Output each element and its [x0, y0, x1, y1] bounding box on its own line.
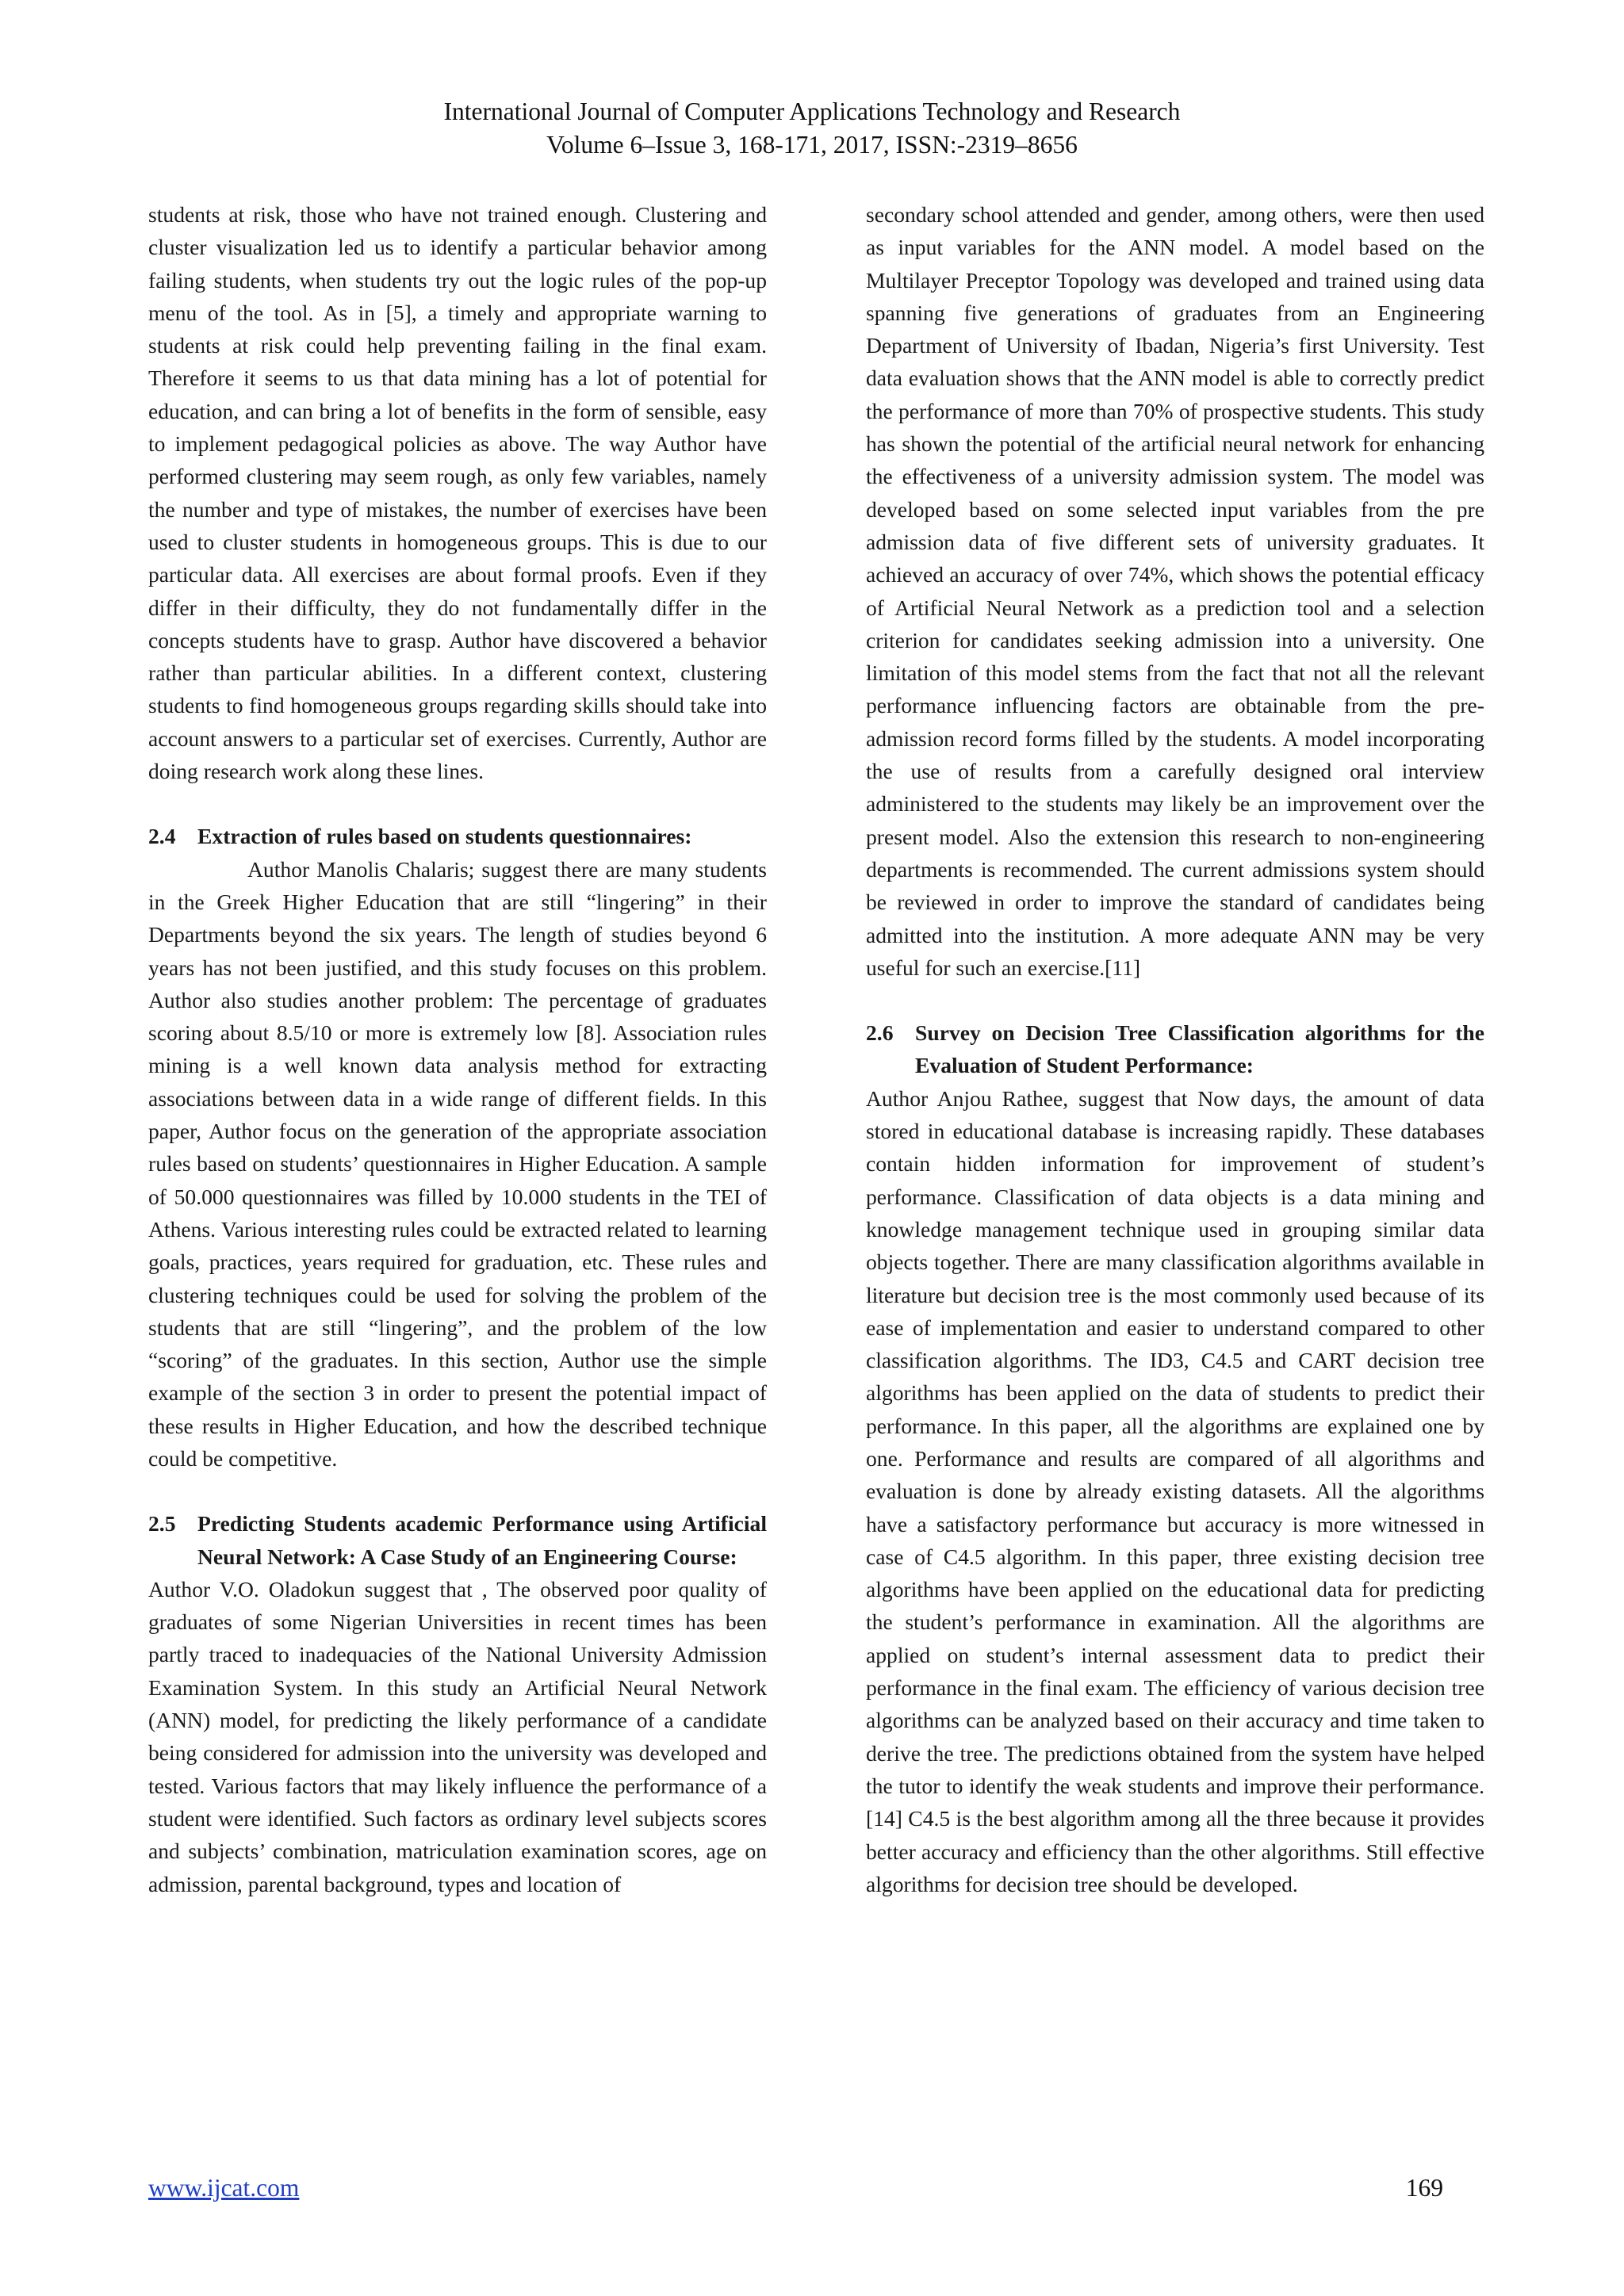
- section-2-6-body: Author Anjou Rathee, suggest that Now days, the amount of data stored in educational database is increasing rapidly. These databases contain hidden information for improvement of student’s performance. Classification of data objects is a data mining and knowledge management technique used in grouping similar data objects together. There are many classification algorithms available in literature but decision tree is the most commonly used because of its ease of implementation and easier to understand compared to other classification algorithms. The ID3, C4.5 and CART decision tree algorithms has been applied on the data of students to predict their performance. In this paper, all the algorithms are explained one by one. Performance and results are compared of all algorithms and evaluation is done by already existing datasets. All the algorithms have a satisfactory performance but accuracy is more witnessed in case of C4.5 algorithm. In this paper, three existing decision tree algorithms have been applied on the educational data for predicting the student’s performance in examination. All the algorithms are applied on student’s internal assessment data to predict their performance in the final exam. The efficiency of various decision tree algorithms can be analyzed based on their accuracy and time taken to derive the tree. The predictions obtained from the system have helped the tutor to identify the weak students and improve their performance. [14] C4.5 is the best algorithm among all the three because it provides better accuracy and efficiency than the other algorithms. Still effective algorithms for decision tree should be developed.: [866, 1085, 1484, 1896]
- page-header: [0, 95, 1624, 162]
- left-column: [148, 198, 767, 1900]
- section-2-5-continued: secondary school attended and gender, among others, were then used as input variables for the ANN model. A model based on the Multilayer Preceptor Topology was developed and trained using data spanning five generations of graduates from an Engineering Department of University of Ibadan, Nigeria’s first University. Test data evaluation shows that the ANN model is able to correctly predict the performance of more than 70% of prospective students. This study has shown the potential of the artificial neural network for enhancing the effectiveness of a university admission system. The model was developed based on some selected input variables from the pre admission data of five different sets of university graduates. It achieved an accuracy of over 74%, which shows the potential efficacy of Artificial Neural Network as a prediction tool and a selection criterion for candidates seeking admission into a university. One limitation of this model stems from the fact that not all the relevant performance influencing factors are obtainable from the pre-admission record forms filled by the students. A model incorporating the use of results from a carefully designed oral interview administered to the students may likely be an improvement over the present model. Also the extension this research to non-engineering departments is recommended. The current admissions system should be reviewed in order to improve the standard of candidates being admitted into the institution. A more adequate ANN may be very useful for such an exercise.[11]: [866, 202, 1484, 980]
- section-number: 2.5: [148, 1511, 176, 1536]
- journal-title: International Journal of Computer Applications Technology and Research: [443, 98, 1181, 125]
- section-title: Survey on Decision Tree Classification algorithms for the Evaluation of Student Performance:: [915, 1020, 1484, 1078]
- section-2-6-heading: [866, 1016, 1484, 1082]
- volume-info: Volume 6–Issue 3, 168-171, 2017, ISSN:-2319–8656: [546, 131, 1078, 159]
- website-link[interactable]: www.ijcat.com: [148, 2174, 300, 2202]
- right-column: [866, 198, 1484, 1900]
- page-number: 169: [1405, 2174, 1443, 2202]
- section-2-5-body: Author V.O. Oladokun suggest that , The observed poor quality of graduates of some Nigerian Universities in recent times has been partly traced to inadequacies of the National University Admission Examination System. In this study an Artificial Neural Network (ANN) model, for predicting the likely performance of a candidate being considered for admission into the university was developed and tested. Various factors that may likely influence the performance of a student were identified. Such factors as ordinary level subjects scores and subjects’ combination, matriculation examination scores, age on admission, parental background, types and location of: [148, 1576, 767, 1896]
- section-2-5-heading: [148, 1507, 767, 1573]
- section-number: 2.4: [148, 824, 176, 849]
- section-title: Predicting Students academic Performance using Artificial Neural Network: A Case Study of an Engineering Course:: [197, 1511, 767, 1569]
- intro-paragraph: students at risk, those who have not trained enough. Clustering and cluster visualization led us to identify a particular behavior among failing students, when students try out the logic rules of the pop-up menu of the tool. As in [5], a timely and appropriate warning to students at risk could help preventing failing in the final exam. Therefore it seems to us that data mining has a lot of potential for education, and can bring a lot of benefits in the form of sensible, easy to implement pedagogical policies as above. The way Author have performed clustering may seem rough, as only few variables, namely the number and type of mistakes, the number of exercises have been used to cluster students in homogeneous groups. This is due to our particular data. All exercises are about formal proofs. Even if they differ in their difficulty, they do not fundamentally differ in the concepts students have to grasp. Author have discovered a behavior rather than particular abilities. In a different context, clustering students to find homogeneous groups regarding skills should take into account answers to a particular set of exercises. Currently, Author are doing research work along these lines.: [148, 202, 767, 784]
- section-2-4-heading: [148, 820, 767, 852]
- section-2-4-body: Author Manolis Chalaris; suggest there are many students in the Greek Higher Education that are still “lingering” in their Departments beyond the six years. The length of studies beyond 6 years has not been justified, and this study focuses on this problem. Author also studies another problem: The percentage of graduates scoring about 8.5/10 or more is extremely low [8]. Association rules mining is a well known data analysis method for extracting associations between data in a wide range of different fields. In this paper, Author focus on the generation of the appropriate association rules based on students’ questionnaires in Higher Education. A sample of 50.000 questionnaires was filled by 10.000 students in the TEI of Athens. Various interesting rules could be extracted related to learning goals, practices, years required for graduation, etc. These rules and clustering techniques could be used for solving the problem of the students that are still “lingering”, and the problem of the low “scoring” of the graduates. In this section, Author use the simple example of the section 3 in order to present the potential impact of these results in Higher Education, and how the described technique could be competitive.: [148, 856, 767, 1471]
- section-title: Extraction of rules based on students questionnaires:: [197, 824, 692, 849]
- section-number: 2.6: [866, 1020, 894, 1046]
